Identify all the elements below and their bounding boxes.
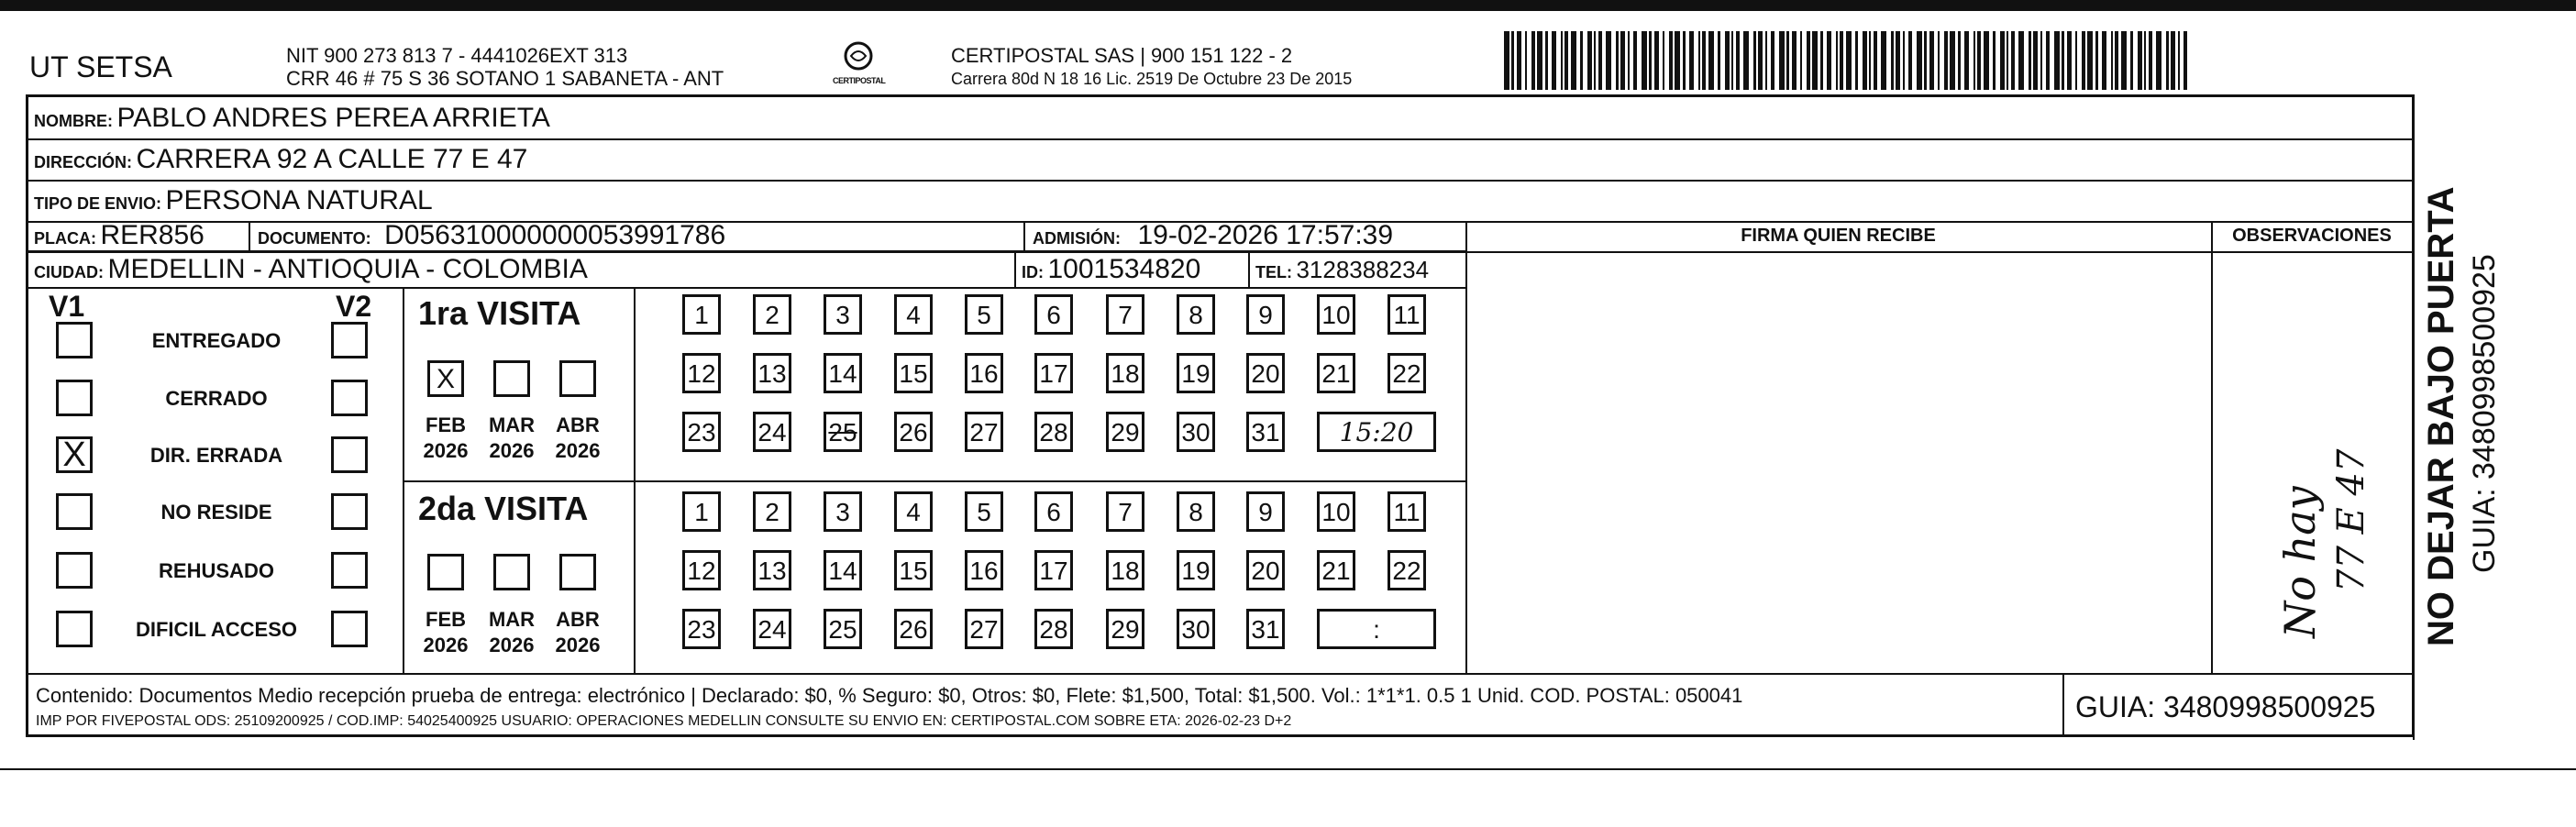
barcode-bar: [1537, 31, 1542, 90]
second-day-box[interactable]: 6: [1034, 491, 1073, 532]
barcode-bar: [1891, 31, 1894, 90]
first-day-box[interactable]: 8: [1177, 294, 1215, 335]
barcode-bar: [1669, 31, 1673, 90]
barcode-bar: [1779, 31, 1785, 90]
company-name: UT SETSA: [29, 50, 172, 83]
barcode-bar: [2102, 31, 2106, 90]
barcode-bar: [2054, 31, 2060, 90]
second-day-box[interactable]: 31: [1246, 609, 1285, 649]
second-day-box[interactable]: 5: [965, 491, 1003, 532]
first-day-box[interactable]: 9: [1246, 294, 1285, 335]
barcode-bar: [1718, 31, 1720, 90]
barcode-bar: [1993, 31, 1996, 90]
barcode-bar: [2075, 31, 2077, 90]
barcode-bar: [1731, 31, 1733, 90]
status-label: NO RESIDE: [160, 501, 272, 524]
v2-checkbox[interactable]: [331, 493, 368, 530]
barcode-bar: [1654, 31, 1659, 90]
direccion-label: DIRECCIÓN:: [34, 153, 132, 171]
top-black-bar: [0, 0, 2576, 11]
status-label: REHUSADO: [159, 559, 274, 582]
frame-right-inner: [2413, 97, 2415, 740]
barcode-bar: [1598, 31, 1602, 90]
barcode-bar: [2144, 31, 2146, 90]
barcode-bar: [1753, 31, 1756, 90]
second-year-label: 2026: [555, 634, 601, 656]
barcode-bar: [2111, 31, 2113, 90]
postal-horn-icon: [840, 40, 877, 72]
barcode-bar: [1675, 31, 1680, 90]
barcode-bar: [1587, 31, 1592, 90]
barcode-bar: [2171, 31, 2175, 90]
barcode-bar: [1708, 31, 1714, 90]
footer-print-info: IMP POR FIVEPOSTAL ODS: 25109200925 / COD.IMP: 54025400925 USUARIO: OPERACIONES MEDELLIN CONSULTE SU ENVIO EN: CERTIPOSTAL.COM SOBRE ETA: 2026-02-23 D+2: [36, 713, 1292, 729]
firma-left-border: [1465, 221, 1467, 673]
second-day-box[interactable]: 25: [824, 609, 862, 649]
barcode-bar: [1792, 31, 1797, 90]
barcode-bar: [1504, 31, 1509, 90]
nombre-label: NOMBRE:: [34, 112, 113, 130]
ciudad-value: MEDELLIN - ANTIOQUIA - COLOMBIA: [107, 254, 588, 284]
side-warning: NO DEJAR BAJO PUERTA: [2421, 186, 2461, 646]
barcode-bar: [1561, 31, 1563, 90]
footer-divider: [28, 673, 2413, 675]
admision-value: 19-02-2026 17:57:39: [1137, 220, 1394, 250]
barcode-bar: [2138, 31, 2142, 90]
barcode-bar: [2029, 31, 2031, 90]
documento-value: D056310000000053991786: [384, 220, 726, 250]
first-day-box[interactable]: 13: [753, 353, 791, 393]
first-day-box[interactable]: 6: [1034, 294, 1073, 335]
second-day-box[interactable]: 15: [894, 550, 933, 590]
barcode-bar: [1580, 31, 1583, 90]
barcode-bar: [1977, 31, 1981, 90]
first-day-box[interactable]: 17: [1034, 353, 1073, 393]
first-day-box[interactable]: 3: [824, 294, 862, 335]
barcode-bar: [2121, 31, 2127, 90]
first-time-box[interactable]: 15:20: [1317, 412, 1436, 452]
documento-label: DOCUMENTO:: [258, 229, 371, 248]
v2-checkbox[interactable]: [331, 611, 368, 647]
first-month-label: FEB: [426, 414, 466, 436]
second-day-box[interactable]: 21: [1317, 550, 1355, 590]
tel-value: 3128388234: [1296, 256, 1430, 283]
visit-divider: [403, 480, 1466, 482]
barcode-bar: [1874, 31, 1877, 90]
first-day-box[interactable]: 21: [1317, 353, 1355, 393]
barcode-bar: [2130, 31, 2133, 90]
v1-checkbox[interactable]: [56, 552, 93, 589]
barcode-bar: [1881, 31, 1886, 90]
first-month-label: ABR: [556, 414, 600, 436]
first-day-box[interactable]: 2: [753, 294, 791, 335]
barcode-bar: [1633, 31, 1637, 90]
status-divider: [403, 287, 404, 673]
barcode-bar: [1964, 31, 1969, 90]
barcode-bar: [1531, 31, 1535, 90]
bottom-rule: [0, 768, 2576, 770]
barcode-bar: [2156, 31, 2161, 90]
first-day-box[interactable]: 5: [965, 294, 1003, 335]
second-day-box[interactable]: 8: [1177, 491, 1215, 532]
barcode-bar: [1698, 31, 1700, 90]
barcode-bar: [2000, 31, 2005, 90]
first-day-box[interactable]: 10: [1317, 294, 1355, 335]
first-day-box[interactable]: 16: [965, 353, 1003, 393]
second-day-box[interactable]: 16: [965, 550, 1003, 590]
barcode-bar: [1917, 31, 1922, 90]
second-day-box[interactable]: 14: [824, 550, 862, 590]
barcode-bar: [1663, 31, 1664, 90]
barcode-bar: [1869, 31, 1871, 90]
first-day-box[interactable]: 15: [894, 353, 933, 393]
nombre-value: PABLO ANDRES PEREA ARRIETA: [116, 103, 550, 133]
barcode-bar: [1786, 31, 1789, 90]
second-day-box[interactable]: 4: [894, 491, 933, 532]
barcode-bar: [1929, 31, 1934, 90]
status-label: CERRADO: [165, 387, 268, 410]
handwritten-note-2: 77 E 47: [2330, 448, 2372, 592]
id-divider: [1014, 251, 1016, 288]
first-day-box[interactable]: 25: [824, 412, 862, 452]
second-day-box[interactable]: 30: [1177, 609, 1215, 649]
obs-left-border: [2211, 221, 2213, 673]
first-day-box[interactable]: 18: [1106, 353, 1144, 393]
barcode-bar: [1765, 31, 1767, 90]
barcode-bar: [2149, 31, 2152, 90]
second-day-box[interactable]: 20: [1246, 550, 1285, 590]
barcode-bar: [2062, 31, 2064, 90]
first-day-box[interactable]: 31: [1246, 412, 1285, 452]
footer-guia-divider: [2062, 673, 2064, 737]
first-day-box[interactable]: 1: [682, 294, 721, 335]
barcode-bar: [1973, 31, 1975, 90]
second-time-box[interactable]: :: [1317, 609, 1436, 649]
second-day-box[interactable]: 3: [824, 491, 862, 532]
side-guia: GUIA: 3480998500925: [2467, 254, 2502, 573]
barcode-bar: [1807, 31, 1810, 90]
observaciones-header: OBSERVACIONES: [2232, 226, 2392, 246]
admision-divider: [1023, 221, 1025, 251]
v2-checkbox[interactable]: [331, 380, 368, 416]
status-label: DIFICIL ACCESO: [135, 618, 297, 641]
first-month-checkbox[interactable]: [493, 360, 530, 397]
footer-contents: Contenido: Documentos Medio recepción prueba de entrega: electrónico | Declarado: $0, % Seguro: $0, Otros: $0, Flete: $1,500, Total: $1,500. Vol.: 1*1*1. 0.5 1 Unid. COD. POSTAL: 050041: [36, 684, 1743, 707]
company-nit: NIT 900 273 813 7 - 4441026EXT 313: [286, 44, 628, 67]
barcode-bar: [1649, 31, 1652, 90]
v1-label: V1: [49, 290, 85, 323]
barcode-bar: [1642, 31, 1647, 90]
barcode-bar: [1840, 31, 1843, 90]
placa-cell: [34, 220, 205, 256]
first-month-checkbox[interactable]: [427, 360, 464, 397]
second-day-box[interactable]: 12: [682, 550, 721, 590]
barcode-bar: [1758, 31, 1763, 90]
first-day-box[interactable]: 19: [1177, 353, 1215, 393]
tel-cell: [1255, 254, 1429, 290]
first-year-label: 2026: [555, 439, 601, 462]
second-day-box[interactable]: 17: [1034, 550, 1073, 590]
placa-divider: [249, 221, 250, 251]
nombre-row: [34, 103, 550, 138]
barcode-bar: [1683, 31, 1686, 90]
tipo-value: PERSONA NATURAL: [165, 185, 433, 215]
barcode-bar: [1812, 31, 1818, 90]
first-day-box[interactable]: 20: [1246, 353, 1285, 393]
second-day-box[interactable]: 9: [1246, 491, 1285, 532]
barcode-bar: [1944, 31, 1948, 90]
barcode-bar: [2178, 31, 2180, 90]
placa-label: PLACA:: [34, 229, 96, 248]
label-frame: [26, 94, 2415, 737]
barcode-bar: [2011, 31, 2015, 90]
v2-checkbox[interactable]: [331, 436, 368, 473]
first-year-label: 2026: [489, 439, 535, 462]
second-day-box[interactable]: 10: [1317, 491, 1355, 532]
direccion-value: CARRERA 92 A CALLE 77 E 47: [136, 144, 528, 174]
status-label: ENTREGADO: [151, 329, 282, 352]
barcode-bar: [1702, 31, 1706, 90]
barcode-bar: [1620, 31, 1625, 90]
second-day-box[interactable]: 29: [1106, 609, 1144, 649]
first-month-checkbox[interactable]: [559, 360, 596, 397]
second-day-box[interactable]: 1: [682, 491, 721, 532]
footer-guia: GUIA: 3480998500925: [2075, 690, 2376, 723]
barcode-bar: [1571, 31, 1576, 90]
second-day-box[interactable]: 11: [1388, 491, 1426, 532]
barcode-bar: [1771, 31, 1774, 90]
barcode-bar: [2007, 31, 2008, 90]
observation-handwriting: [2239, 363, 2404, 656]
first-day-box[interactable]: 26: [894, 412, 933, 452]
status-label: DIR. ERRADA: [149, 444, 283, 467]
second-day-box[interactable]: 24: [753, 609, 791, 649]
months-divider: [634, 287, 636, 673]
v2-checkbox[interactable]: [331, 322, 368, 358]
id-label: ID:: [1022, 263, 1044, 281]
ciudad-label: CIUDAD:: [34, 263, 104, 281]
row-divider: [28, 138, 2413, 140]
barcode-bar: [1628, 31, 1630, 90]
barcode-bar: [1827, 31, 1831, 90]
first-day-box[interactable]: 7: [1106, 294, 1144, 335]
certipostal-license: Carrera 80d N 18 16 Lic. 2519 De Octubre 23 De 2015: [951, 70, 1353, 88]
barcode-bar: [1552, 31, 1556, 90]
second-day-box[interactable]: 18: [1106, 550, 1144, 590]
barcode-bar: [1736, 31, 1740, 90]
barcode-bar: [1984, 31, 1989, 90]
company-address: CRR 46 # 75 S 36 SOTANO 1 SABANETA - ANT: [286, 67, 724, 90]
first-day-box[interactable]: 23: [682, 412, 721, 452]
second-month-label: ABR: [556, 608, 600, 631]
barcode-bar: [1594, 31, 1596, 90]
barcode: [1504, 31, 2196, 90]
second-month-label: MAR: [488, 608, 536, 631]
barcode-bar: [2082, 31, 2085, 90]
v1-checkbox[interactable]: [56, 322, 93, 358]
handwritten-note-1: No hay: [2275, 486, 2325, 638]
second-day-box[interactable]: 22: [1388, 550, 1426, 590]
first-day-box[interactable]: 28: [1034, 412, 1073, 452]
second-month-checkbox[interactable]: [559, 554, 596, 590]
second-day-box[interactable]: 26: [894, 609, 933, 649]
row-divider: [28, 180, 2413, 182]
tipo-row: [34, 185, 433, 221]
barcode-bar: [1545, 31, 1548, 90]
certipostal-logo: [833, 40, 884, 85]
second-day-box[interactable]: 23: [682, 609, 721, 649]
first-day-box[interactable]: 27: [965, 412, 1003, 452]
tel-label: TEL:: [1255, 263, 1292, 281]
v2-label: V2: [336, 290, 372, 323]
first-day-box[interactable]: 4: [894, 294, 933, 335]
barcode-bar: [2046, 31, 2050, 90]
barcode-bar: [1924, 31, 1927, 90]
barcode-bar: [1908, 31, 1912, 90]
certipostal-id: CERTIPOSTAL SAS | 900 151 122 - 2: [951, 44, 1293, 67]
ciudad-cell: [34, 254, 588, 290]
barcode-bar: [2033, 31, 2038, 90]
admision-cell: [1033, 220, 1393, 256]
barcode-bar: [1525, 31, 1527, 90]
first-day-box[interactable]: 30: [1177, 412, 1215, 452]
placa-value: RER856: [100, 220, 205, 250]
id-cell: [1022, 254, 1200, 290]
first-day-box[interactable]: 22: [1388, 353, 1426, 393]
second-day-box[interactable]: 19: [1177, 550, 1215, 590]
barcode-bar: [1896, 31, 1900, 90]
v1-checkbox[interactable]: [56, 436, 93, 473]
barcode-bar: [1606, 31, 1611, 90]
second-day-box[interactable]: 27: [965, 609, 1003, 649]
v2-checkbox[interactable]: [331, 552, 368, 589]
barcode-bar: [1950, 31, 1955, 90]
tipo-label: TIPO DE ENVIO:: [34, 194, 162, 213]
barcode-bar: [1938, 31, 1940, 90]
barcode-bar: [2018, 31, 2024, 90]
v1-checkbox[interactable]: [56, 493, 93, 530]
direccion-row: [34, 144, 527, 180]
v1-checkbox[interactable]: [56, 611, 93, 647]
first-month-label: MAR: [488, 414, 536, 436]
firma-header: FIRMA QUIEN RECIBE: [1741, 226, 1936, 246]
barcode-bar: [1616, 31, 1619, 90]
id-value: 1001534820: [1047, 254, 1201, 284]
second-month-checkbox[interactable]: [493, 554, 530, 590]
second-year-label: 2026: [489, 634, 535, 656]
barcode-bar: [2115, 31, 2118, 90]
barcode-bar: [1511, 31, 1514, 90]
admision-label: ADMISIÓN:: [1033, 229, 1121, 248]
first-year-label: 2026: [423, 439, 469, 462]
first-day-box[interactable]: 29: [1106, 412, 1144, 452]
first-visit-title: 1ra VISITA: [418, 294, 581, 332]
second-day-box[interactable]: 28: [1034, 609, 1073, 649]
first-day-box[interactable]: 14: [824, 353, 862, 393]
barcode-bar: [1855, 31, 1858, 90]
second-day-box[interactable]: 2: [753, 491, 791, 532]
barcode-bar: [1564, 31, 1568, 90]
barcode-bar: [2040, 31, 2042, 90]
barcode-bar: [1517, 31, 1521, 90]
barcode-bar: [1743, 31, 1749, 90]
v1-check-mark: X: [62, 436, 86, 474]
first-day-box[interactable]: 11: [1388, 294, 1426, 335]
barcode-bar: [2095, 31, 2098, 90]
first-day-box[interactable]: 12: [682, 353, 721, 393]
barcode-bar: [2184, 31, 2187, 90]
tel-divider: [1248, 251, 1250, 288]
second-visit-title: 2da VISITA: [418, 490, 589, 527]
logo-text: CERTIPOSTAL: [833, 76, 886, 85]
v1-checkbox[interactable]: [56, 380, 93, 416]
barcode-bar: [1725, 31, 1730, 90]
second-month-checkbox[interactable]: [427, 554, 464, 590]
barcode-bar: [1689, 31, 1694, 90]
barcode-bar: [1836, 31, 1838, 90]
second-month-label: FEB: [426, 608, 466, 631]
barcode-bar: [2087, 31, 2093, 90]
barcode-bar: [1820, 31, 1823, 90]
barcode-bar: [2166, 31, 2169, 90]
documento-cell: [258, 220, 725, 256]
second-year-label: 2026: [423, 634, 469, 656]
barcode-bar: [2067, 31, 2072, 90]
first-day-box[interactable]: 24: [753, 412, 791, 452]
barcode-bar: [1800, 31, 1802, 90]
barcode-bar: [1863, 31, 1867, 90]
second-day-box[interactable]: 7: [1106, 491, 1144, 532]
barcode-bar: [1846, 31, 1852, 90]
second-day-box[interactable]: 13: [753, 550, 791, 590]
barcode-bar: [1903, 31, 1905, 90]
barcode-bar: [1958, 31, 1961, 90]
first-month-check-mark: X: [436, 364, 455, 394]
